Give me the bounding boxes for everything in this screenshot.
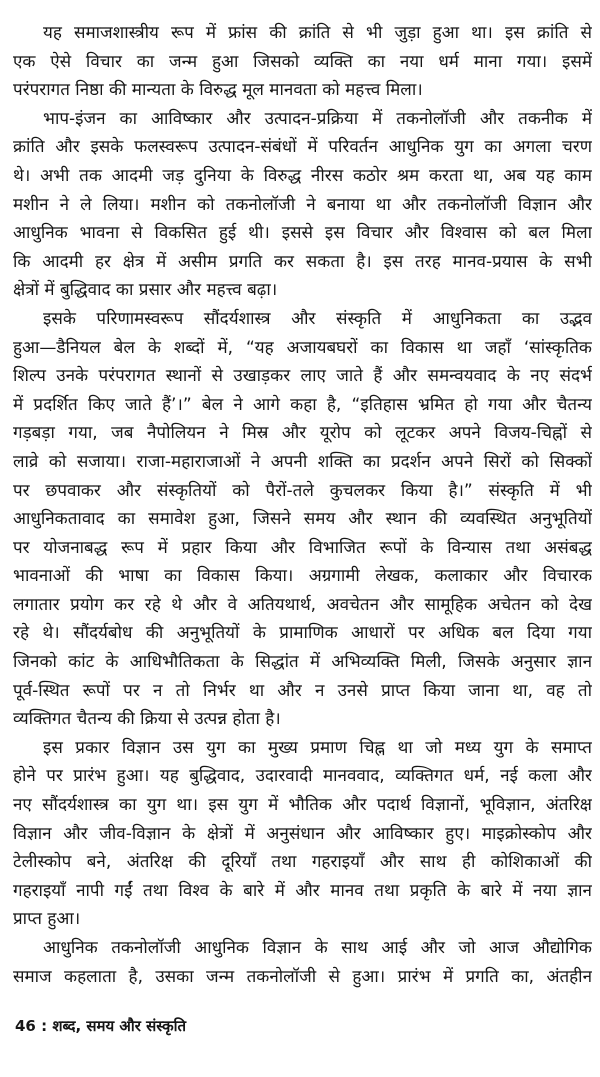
text-line: हुआ—डैनियल बेल के शब्दों में, “यह अजायबघरों का विकास था जहाँ ‘सांस्कृतिक (13, 337, 592, 358)
text-line: यह समाजशास्त्रीय रूप में फ्रांस की क्रांति से भी जुड़ा हुआ था। इस क्रांति से (43, 23, 592, 43)
text-line: समाज कहलाता है, उसका जन्म तकनोलॉजी से हुआ। प्रारंभ में प्रगति का, अंतहीन (13, 966, 592, 987)
paragraph (13, 19, 592, 105)
text-line: मशीन ने ले लिया। मशीन को तकनोलॉजी ने बनाया था और तकनोलॉजी विज्ञान और (13, 194, 592, 215)
text-line: कि आदमी हर क्षेत्र में असीम प्रगति कर सकता है। इस तरह मानव-प्रयास के सभी (13, 251, 592, 272)
paragraph (13, 734, 592, 934)
text-line: पर योजनाबद्ध रूप में प्रहार किया और विभाजित रूपों के विन्यास तथा असंबद्ध (13, 537, 592, 558)
text-line: में प्रदर्शित किए जाते हैं’।” बेल ने आगे कहा है, “इतिहास भ्रमित हो गया और चैतन्य (13, 394, 592, 415)
text-line: लगातार प्रयोग कर रहे थे और वे अतियथार्थ, अवचेतन और सामूहिक अचेतन को देख (13, 594, 592, 615)
text-line: टेलीस्कोप बने, अंतरिक्ष की दूरियाँ तथा गहराइयाँ और साथ ही कोशिकाओं की (13, 852, 592, 873)
text-line: परंपरागत निष्ठा की मान्यता के विरुद्ध मूल मानवता को महत्त्व मिला। (13, 80, 423, 101)
text-line: थे। अभी तक आदमी जड़ दुनिया के विरुद्ध नीरस कठोर श्रम करता था, अब यह काम (13, 165, 592, 186)
text-line: व्यक्तिगत चैतन्य की क्रिया से उत्पन्न होता है। (13, 709, 281, 730)
text-line: पर छपवाकर और संस्कृतियों को पैरों-तले कुचलकर किया है।” संस्कृति में भी (13, 480, 592, 501)
page-body (13, 19, 592, 991)
paragraph (13, 305, 592, 734)
text-line: रहे थे। सौंदर्यबोध की अनुभूतियों के प्रामाणिक आधारों पर अधिक बल दिया गया (13, 623, 592, 644)
text-line: आधुनिकतावाद का समावेश हुआ, जिसने समय और स्थान की व्यवस्थित अनुभूतियों (13, 509, 592, 530)
page-footer: 46 : शब्द, समय और संस्कृति (15, 1017, 187, 1035)
text-line: शिल्प उनके परंपरागत स्थानों से उखाड़कर लाए जाते हैं और समन्वयवाद के नए संदर्भ (13, 366, 592, 387)
text-line: गड़बड़ा गया, जब नैपोलियन ने मिस्र और यूरोप को लूटकर अपने विजय-चिह्नों से (13, 423, 592, 444)
text-line: एक ऐसे विचार का जन्म हुआ जिसको व्यक्ति का नया धर्म माना गया। इसमें (13, 51, 592, 72)
text-line: गहराइयाँ नापी गईं तथा विश्व के बारे में और मानव तथा प्रकृति के बारे में नया ज्ञान (13, 880, 592, 901)
text-line: आधुनिक तकनोलॉजी आधुनिक विज्ञान के साथ आई और जो आज औद्योगिक (43, 938, 592, 958)
text-line: भाप-इंजन का आविष्कार और उत्पादन-प्रक्रिया में तकनोलॉजी और तकनीक में (43, 108, 592, 129)
text-line: भावनाओं की भाषा का विकास किया। अग्रगामी लेखक, कलाकार और विचारक (13, 566, 592, 587)
text-line: इसके परिणामस्वरूप सौंदर्यशास्त्र और संस्कृति में आधुनिकता का उद्भव (43, 308, 592, 329)
text-line: आधुनिक भावना से विकसित हुई थी। इससे इस विचार और विश्वास को बल मिला (13, 223, 592, 244)
text-line: इस प्रकार विज्ञान उस युग का मुख्य प्रमाण चिह्न था जो मध्य युग के समाप्त (43, 737, 592, 758)
text-line: लाव्रे को सजाया। राजा-महाराजाओं ने अपनी शक्ति का प्रदर्शन अपने सिरों को सिक्कों (13, 451, 592, 472)
paragraph (13, 105, 592, 305)
text-line: क्षेत्रों में बुद्धिवाद का प्रसार और महत्त्व बढ़ा। (13, 280, 278, 301)
text-line: विज्ञान और जीव-विज्ञान के क्षेत्रों में अनुसंधान और आविष्कार हुए। माइक्रोस्कोप और (13, 823, 592, 844)
paragraph (13, 934, 592, 991)
text-line: नए सौंदर्यशास्त्र का युग था। इस युग में भौतिक और पदार्थ विज्ञानों, भूविज्ञान, अंतरिक्ष (13, 795, 592, 816)
text-line: होने पर प्रारंभ हुआ। यह बुद्धिवाद, उदारवादी मानववाद, व्यक्तिगत धर्म, नई कला और (13, 766, 592, 787)
text-line: पूर्व-स्थित रूपों पर न तो निर्भर था और न उनसे प्राप्त किया जाना था, वह तो (13, 680, 592, 701)
text-line: प्राप्त हुआ। (13, 909, 81, 930)
text-line: जिनको कांट के आधिभौतिकता के सिद्धांत में अभिव्यक्ति मिली, जिसके अनुसार ज्ञान (13, 652, 592, 673)
text-line: क्रांति और इसके फलस्वरूप उत्पादन-संबंधों में परिवर्तन आधुनिक युग का अगला चरण (13, 137, 592, 158)
